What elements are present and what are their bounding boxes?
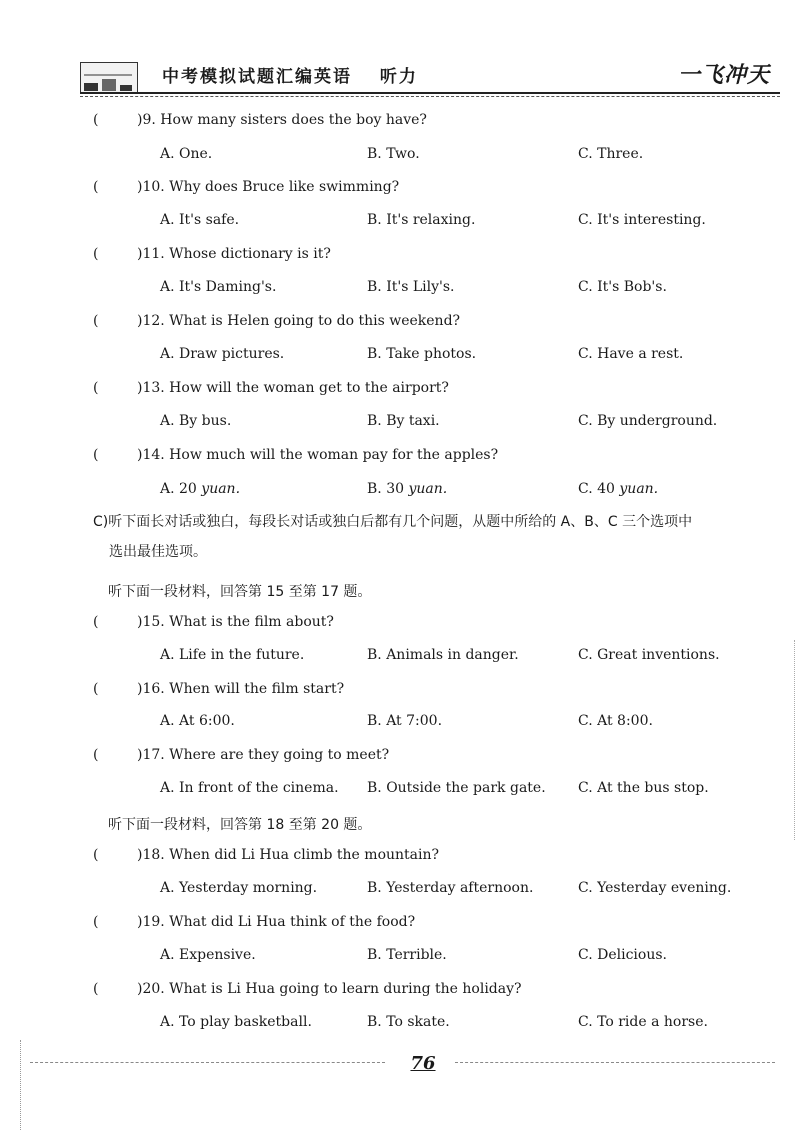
question-9 <box>93 112 427 128</box>
options-19 <box>0 947 800 967</box>
option-a: A. At 6:00. <box>160 713 235 729</box>
options-11 <box>0 279 800 299</box>
option-b: B. Outside the park gate. <box>367 780 546 796</box>
question-13 <box>93 380 449 396</box>
option-b: B. At 7:00. <box>367 713 443 729</box>
question-15 <box>93 614 334 630</box>
section-subtitle: 听力 <box>379 67 418 87</box>
question-stem: )15. What is the film about? <box>137 614 334 630</box>
question-11 <box>93 246 331 262</box>
question-18 <box>93 847 439 863</box>
options-12 <box>0 346 800 366</box>
header-divider-dashed <box>80 96 780 97</box>
option-c: C. It's Bob's. <box>578 279 667 295</box>
section-c-instructions <box>93 507 773 567</box>
brand-mark: 一飞冲天 <box>677 63 770 88</box>
currency-unit: yuan. <box>201 481 241 497</box>
option-a: A. It's Daming's. <box>160 279 277 295</box>
option-a: A. In front of the cinema. <box>160 780 339 796</box>
scan-edge <box>794 640 796 840</box>
option-b: B. Terrible. <box>367 947 447 963</box>
options-9 <box>0 146 800 166</box>
book-logo-icon <box>80 62 138 94</box>
question-stem: )18. When did Li Hua climb the mountain? <box>137 847 440 863</box>
currency-unit: yuan. <box>408 481 448 497</box>
question-stem: )10. Why does Bruce like swimming? <box>137 179 400 195</box>
option-b: B. To skate. <box>367 1014 450 1030</box>
options-18 <box>0 880 800 900</box>
question-19 <box>93 914 415 930</box>
footer-divider-left <box>30 1062 385 1063</box>
option-c: C. To ride a horse. <box>578 1014 708 1030</box>
question-20 <box>93 981 522 997</box>
option-c: C. At the bus stop. <box>578 780 709 796</box>
group-note-18-20: 听下面一段材料，回答第 18 至第 20 题。 <box>108 817 372 833</box>
options-14 <box>0 481 800 501</box>
option-a: A. 20 yuan. <box>160 481 241 497</box>
footer-divider-right <box>455 1062 775 1063</box>
group-note-15-17: 听下面一段材料，回答第 15 至第 17 题。 <box>108 584 372 600</box>
question-stem: )12. What is Helen going to do this weekend? <box>137 313 461 329</box>
question-10 <box>93 179 399 195</box>
option-b: B. Two. <box>367 146 420 162</box>
answer-blank[interactable]: ( <box>93 246 99 262</box>
answer-blank[interactable]: ( <box>93 447 99 463</box>
option-a: A. Life in the future. <box>160 647 305 663</box>
option-c: C. Delicious. <box>578 947 667 963</box>
answer-blank[interactable]: ( <box>93 380 99 396</box>
header-divider <box>80 92 780 94</box>
option-a: A. Expensive. <box>160 947 256 963</box>
answer-blank[interactable]: ( <box>93 112 99 128</box>
question-stem: )20. What is Li Hua going to learn during the holiday? <box>137 981 522 997</box>
options-15 <box>0 647 800 667</box>
options-13 <box>0 413 800 433</box>
answer-blank[interactable]: ( <box>93 179 99 195</box>
option-a: A. To play basketball. <box>160 1014 312 1030</box>
option-c: C. Three. <box>578 146 644 162</box>
question-stem: )17. Where are they going to meet? <box>137 747 390 763</box>
option-a: A. One. <box>160 146 213 162</box>
option-c: C. Great inventions. <box>578 647 720 663</box>
question-stem: )9. How many sisters does the boy have? <box>137 112 427 128</box>
options-17 <box>0 780 800 800</box>
answer-blank[interactable]: ( <box>93 313 99 329</box>
option-a: A. By bus. <box>160 413 232 429</box>
option-c: C. It's interesting. <box>578 212 706 228</box>
answer-blank[interactable]: ( <box>93 747 99 763</box>
answer-blank[interactable]: ( <box>93 914 99 930</box>
option-b: B. Yesterday afternoon. <box>367 880 534 896</box>
question-stem: )16. When will the film start? <box>137 681 345 697</box>
instruction-line: C)听下面长对话或独白，每段长对话或独白后都有几个问题，从题中所给的 A、B、C 三个选项中 <box>93 514 693 530</box>
currency-unit: yuan. <box>619 481 659 497</box>
answer-blank[interactable]: ( <box>93 614 99 630</box>
page-number: 76 <box>410 1053 436 1074</box>
option-c: C. By underground. <box>578 413 718 429</box>
options-16 <box>0 713 800 733</box>
option-b: B. 30 yuan. <box>367 481 448 497</box>
option-a: A. Draw pictures. <box>160 346 285 362</box>
option-c: C. At 8:00. <box>578 713 653 729</box>
header-title <box>162 62 418 87</box>
question-16 <box>93 681 344 697</box>
page-header <box>80 58 780 94</box>
options-10 <box>0 212 800 232</box>
option-b: B. Animals in danger. <box>367 647 519 663</box>
question-17 <box>93 747 389 763</box>
series-title: 中考模拟试题汇编英语 <box>162 67 352 87</box>
answer-blank[interactable]: ( <box>93 681 99 697</box>
question-stem: )11. Whose dictionary is it? <box>137 246 331 262</box>
instruction-line: 选出最佳选项。 <box>109 544 207 560</box>
question-stem: )19. What did Li Hua think of the food? <box>137 914 416 930</box>
question-stem: )14. How much will the woman pay for the apples? <box>137 447 499 463</box>
option-a: A. It's safe. <box>160 212 240 228</box>
option-b: B. It's relaxing. <box>367 212 476 228</box>
question-14 <box>93 447 498 463</box>
option-b: B. By taxi. <box>367 413 440 429</box>
option-b: B. Take photos. <box>367 346 477 362</box>
question-stem: )13. How will the woman get to the airport? <box>137 380 449 396</box>
question-12 <box>93 313 460 329</box>
answer-blank[interactable]: ( <box>93 847 99 863</box>
option-c: C. Have a rest. <box>578 346 684 362</box>
option-c: C. 40 yuan. <box>578 481 659 497</box>
options-20 <box>0 1014 800 1034</box>
option-c: C. Yesterday evening. <box>578 880 732 896</box>
option-b: B. It's Lily's. <box>367 279 455 295</box>
answer-blank[interactable]: ( <box>93 981 99 997</box>
binding-margin <box>20 1040 22 1130</box>
option-a: A. Yesterday morning. <box>160 880 318 896</box>
